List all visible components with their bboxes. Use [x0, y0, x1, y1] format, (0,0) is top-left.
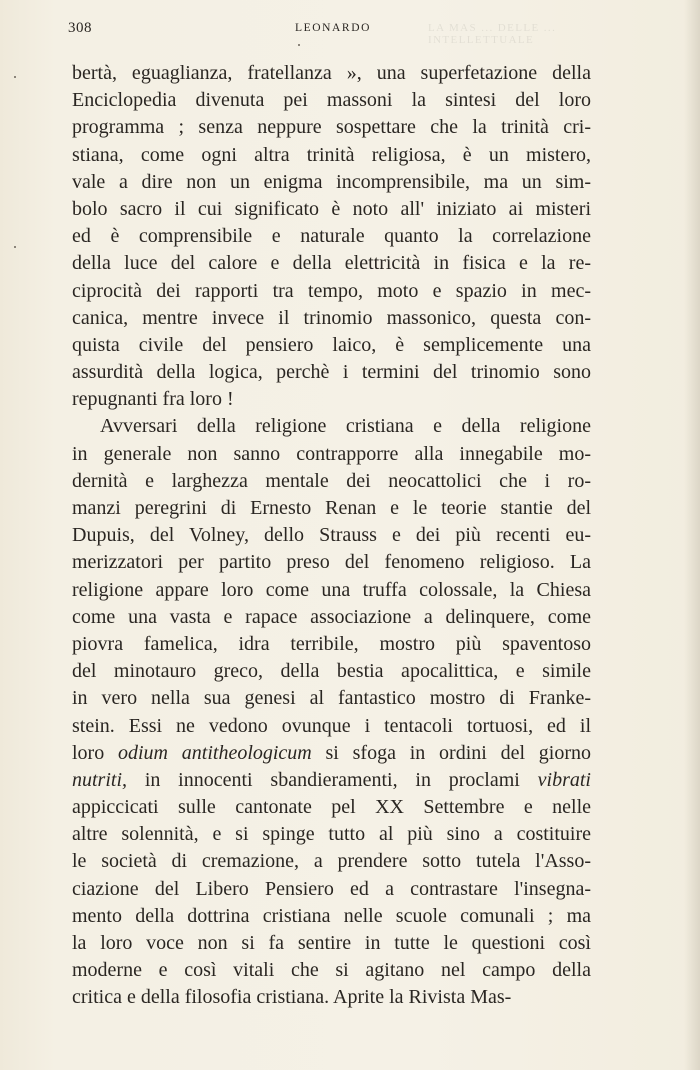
text-segment: bertà, eguaglianza, fratellanza », una superfetazione della	[72, 62, 591, 84]
text-line	[72, 114, 591, 141]
print-speck	[14, 76, 16, 78]
text-segment: stiana, come ogni altra trinità religiosa, è un mistero,	[72, 143, 591, 166]
text-segment: stein. Essi ne vedono ovunque i tentacoli tortuosi, ed il	[72, 714, 591, 737]
text-line	[72, 278, 591, 305]
text-segment: Enciclopedia divenuta pei massoni la sintesi del loro	[72, 89, 591, 112]
text-line	[72, 169, 591, 196]
text-line	[72, 821, 591, 848]
page-number: 308	[68, 20, 92, 36]
italic-phrase: odium antitheologicum	[118, 741, 312, 764]
text-segment: dernità e larghezza mentale dei neocattolici che i ro-	[72, 469, 591, 492]
text-segment: altre solennità, e si spinge tutto al più sino a costituire	[72, 823, 591, 846]
text-line	[72, 685, 591, 712]
page-edge-shadow	[684, 0, 700, 1070]
text-segment: manzi peregrini di Ernesto Renan e le teorie stantie del	[72, 497, 591, 519]
running-title: LEONARDO	[294, 22, 372, 34]
text-line	[72, 876, 591, 903]
text-line	[72, 441, 591, 468]
text-segment: mento della dottrina cristiana nelle scuole comunali ; ma	[72, 904, 591, 927]
text-line	[72, 522, 591, 549]
text-line	[72, 142, 591, 169]
text-segment: in innocenti sbandieramenti, in proclami	[127, 768, 538, 791]
text-segment: bolo sacro il cui significato è noto all' iniziato ai misteri	[72, 197, 591, 220]
text-segment: merizzatori per partito preso del fenomeno religioso. La	[72, 551, 591, 574]
text-line	[72, 930, 591, 957]
text-segment: come una vasta e rapace associazione a delinquere, come	[72, 605, 591, 628]
text-line	[72, 604, 591, 631]
text-segment: piovra famelica, idra terribile, mostro più spaventoso	[72, 632, 591, 655]
text-segment: si sfoga in ordini del giorno	[311, 741, 592, 764]
italic-phrase: vibrati	[537, 768, 591, 791]
text-segment: appiccicati sulle cantonate pel XX Settembre e nelle	[72, 796, 591, 819]
text-segment: le società di cremazione, a prendere sotto tutela l'Asso-	[72, 850, 591, 873]
text-line	[72, 549, 591, 576]
text-segment: programma ; senza neppure sospettare che la trinità cri-	[72, 116, 591, 139]
body-text	[72, 60, 591, 1012]
text-segment: Dupuis, del Volney, dello Strauss e dei più recenti eu-	[72, 524, 591, 547]
text-segment: repugnanti fra loro !	[72, 388, 234, 411]
italic-phrase: nutriti,	[72, 768, 128, 791]
print-speck	[298, 44, 300, 46]
text-segment: del minotauro greco, della bestia apocalittica, e simile	[72, 660, 591, 683]
text-line	[72, 631, 591, 658]
text-segment: religione appare loro come una truffa colossale, la Chiesa	[72, 578, 591, 601]
text-segment: della luce del calore e della elettricità in fisica e la re-	[72, 252, 591, 275]
text-line	[72, 577, 591, 604]
text-line	[72, 794, 591, 821]
text-line	[72, 250, 591, 277]
text-line	[72, 984, 591, 1011]
text-segment: vale a dire non un enigma incomprensibile, ma un sim-	[72, 170, 591, 193]
text-line	[72, 468, 591, 495]
text-line	[72, 196, 591, 223]
text-line	[72, 848, 591, 875]
running-head	[68, 20, 598, 46]
text-line	[72, 305, 591, 332]
text-segment: ciprocità dei rapporti tra tempo, moto e spazio in mec-	[72, 279, 591, 302]
text-segment: loro	[72, 741, 118, 764]
text-line	[72, 386, 591, 413]
text-line	[72, 957, 591, 984]
text-line	[72, 767, 591, 794]
text-segment: in generale non sanno contrapporre alla innegabile mo-	[72, 442, 591, 465]
text-line	[72, 359, 591, 386]
text-line	[72, 495, 591, 522]
text-segment: in vero nella sua genesi al fantastico mostro di Franke-	[72, 687, 591, 710]
show-through-title: LA MAS ... DELLE ... INTELLETTUALE	[428, 22, 557, 46]
text-segment: moderne e così vitali che si agitano nel campo della	[72, 959, 591, 982]
text-segment: assurdità della logica, perchè i termini del trinomio sono	[72, 361, 591, 384]
text-line	[72, 713, 591, 740]
text-line	[72, 60, 591, 87]
text-line	[72, 903, 591, 930]
text-segment: la loro voce non si fa sentire in tutte le questioni così	[72, 932, 591, 954]
text-line	[72, 413, 591, 440]
text-line	[72, 223, 591, 250]
text-segment: ciazione del Libero Pensiero ed a contrastare l'insegna-	[72, 877, 591, 900]
text-segment: quista civile del pensiero laico, è semplicemente una	[72, 333, 591, 356]
text-segment: ed è comprensibile e naturale quanto la correlazione	[72, 225, 591, 248]
text-line	[72, 740, 591, 767]
text-segment: canica, mentre invece il trinomio massonico, questa con-	[72, 306, 591, 329]
text-line	[72, 87, 591, 114]
text-segment: Avversari della religione cristiana e della religione	[100, 415, 591, 438]
text-line	[72, 332, 591, 359]
text-line	[72, 658, 591, 685]
print-speck	[14, 246, 16, 248]
text-segment: critica e della filosofia cristiana. Aprite la Rivista Mas-	[72, 986, 512, 1009]
